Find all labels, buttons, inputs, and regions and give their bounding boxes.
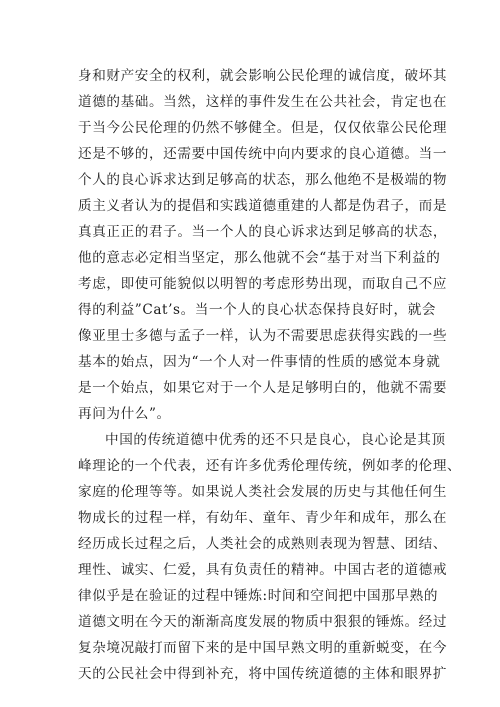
text-line: 像亚里士多德与孟子一样，认为不需要思虑获得实践的一些 [78, 328, 448, 344]
text-line: 律似乎是在验证的过程中锤炼:时间和空间把中国那早熟的 [78, 588, 439, 604]
text-line: 基本的始点，因为“一个人对一件事情的性质的感觉本身就 [78, 354, 441, 370]
text-line: 再问为什么”。 [78, 406, 171, 422]
text-line: 身和财产安全的权利，就会影响公民伦理的诚信度，破坏其 [78, 68, 448, 84]
text-line: 真真正正的君子。当一个人的良心诉求达到足够高的状态， [78, 224, 448, 240]
text-line: 物成长的过程一样，有幼年、童年、青少年和成年，那么在 [78, 510, 448, 526]
text-line: 天的公民社会中得到补充，将中国传统道德的主体和眼界扩 [78, 666, 448, 682]
text-line: 还是不够的，还需要中国传统中向内要求的良心道德。当一 [78, 146, 448, 162]
text-line: 中国的传统道德中优秀的还不只是良心，良心论是其顶 [105, 432, 446, 448]
text-line: 道德的基础。当然，这样的事件发生在公共社会，肯定也在 [78, 94, 448, 110]
paragraph-1 [78, 63, 448, 427]
text-line: 质主义者认为的提倡和实践道德重建的人都是伪君子，而是 [78, 198, 448, 214]
paragraph-2 [78, 427, 462, 687]
text-line: 理性、诚实、仁爱，具有负责任的精神。中国古老的道德戒 [78, 562, 448, 578]
text-line: 家庭的伦理等等。如果说人类社会发展的历史与其他任何生 [78, 484, 448, 500]
text-line: 于当今公民伦理的仍然不够健全。但是，仅仅依靠公民伦理 [78, 120, 448, 136]
text-line: 道德文明在今天的渐渐高度发展的物质中狠狠的锤炼。经过 [78, 614, 448, 630]
text-line: 他的意志必定相当坚定，那么他就不会“基于对当下利益的 [78, 250, 441, 266]
text-line: 考虑，即使可能貌似以明智的考虑形势出现，而取自己不应 [78, 276, 448, 292]
text-line: 得的利益”Cat’s。当一个人的良心状态保持良好时，就会 [78, 302, 437, 318]
document-page [78, 63, 462, 687]
text-line: 经历成长过程之后，人类社会的成熟则表现为智慧、团结、 [78, 536, 448, 552]
text-line: 复杂境况敲打而留下来的是中国早熟文明的重新蜕变，在今 [78, 640, 448, 656]
text-line: 个人的良心诉求达到足够高的状态，那么他绝不是极端的物 [78, 172, 448, 188]
text-line: 是一个始点，如果它对于一个人是足够明白的，他就不需要 [78, 380, 448, 396]
text-line: 峰理论的一个代表，还有许多优秀伦理传统，例如孝的伦理、 [78, 458, 462, 474]
